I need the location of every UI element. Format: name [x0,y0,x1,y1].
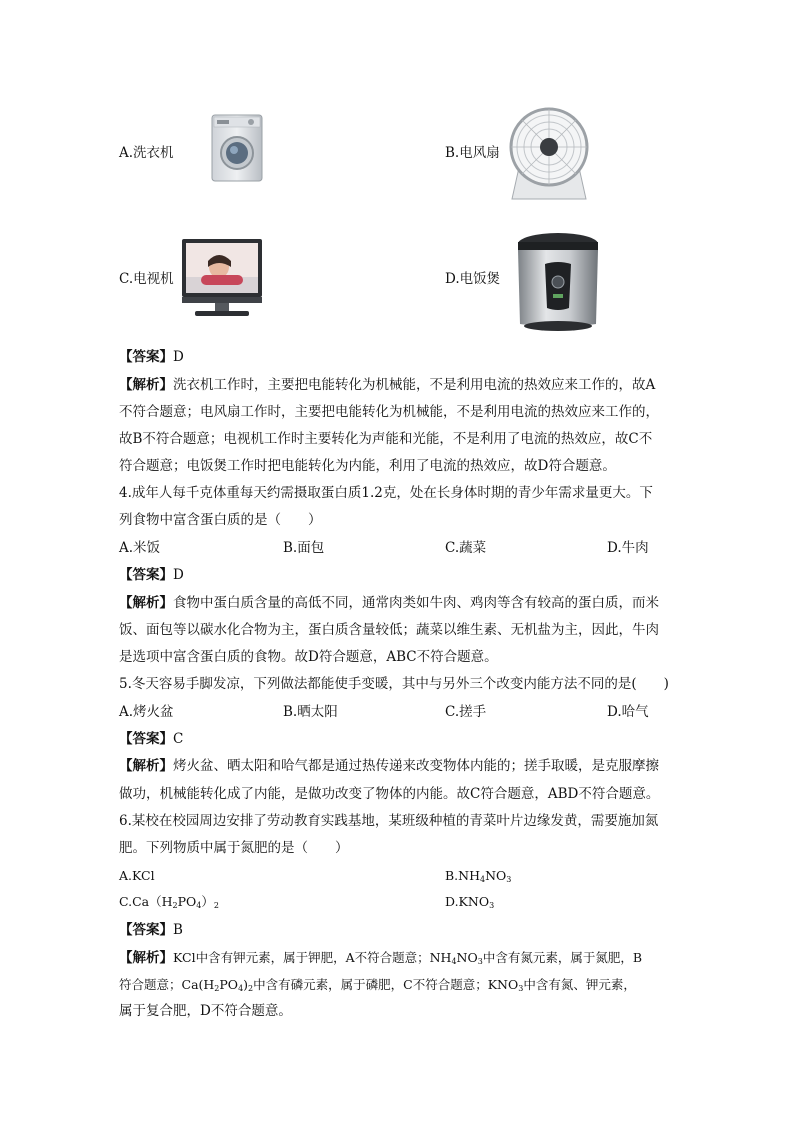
q3-answer: 【答案】D [119,349,184,365]
q4-analysis-line-1: 【解析】食物中蛋白质含量的高低不同，通常肉类如牛肉、鸡肉等含有较高的蛋白质，而米 [119,595,659,611]
q5-option-c: C.搓手 [445,704,487,720]
q5-analysis-line-1: 【解析】烤火盆、晒太阳和哈气都是通过热传递来改变物体内能的；搓手取暖，是克服摩擦 [119,758,659,774]
option-d-label: D.电饭煲 [445,271,501,287]
q4-stem-line-2: 列食物中富含蛋白质的是（ ） [119,512,322,528]
option-c-label: C.电视机 [119,271,174,287]
q4-stem-line-1: 4.成年人每千克体重每天约需摄取蛋白质1.2克，处在长身体时期的青少年需求量更大。下 [119,485,653,501]
q5-option-d: D.哈气 [607,704,649,720]
q5-option-b: B.晒太阳 [283,704,338,720]
q6-option-a: A.KCl [119,868,155,883]
q6-option-d: $D.KNO_3$ [445,894,495,910]
q6-stem-line-1: 6.某校在校园周边安排了劳动教育实践基地，某班级种植的青菜叶片边缘发黄，需要施加氮 [119,813,659,829]
electric-fan-icon [506,103,592,203]
rice-cooker-icon [512,230,604,332]
q3-analysis-line-4: 符合题意；电饭煲工作时把电能转化为内能，利用了电流的热效应，故D符合题意。 [119,458,616,474]
q6-answer: 【答案】B [119,922,183,938]
q6-stem-line-2: 肥。下列物质中属于氮肥的是（ ） [119,840,349,856]
q4-option-c: C.蔬菜 [445,540,487,556]
q4-analysis-line-3: 是选项中富含蛋白质的食物。故D符合题意，ABC不符合题意。 [119,649,498,665]
q6-analysis-line-3: 属于复合肥，D不符合题意。 [119,1003,292,1019]
q4-option-d: D.牛肉 [607,540,649,556]
q5-analysis-line-2: 做功，机械能转化成了内能，是做功改变了物体的内能。故C符合题意，ABD不符合题意。 [119,786,660,802]
q6-option-b: $B.NH_4NO_3$ [445,868,512,884]
q6-option-c: $C.Ca(H_2PO_4)_2$ [119,894,219,910]
q5-stem: 5.冬天容易手脚发凉，下列做法都能使手变暖，其中与另外三个改变内能方法不同的是( ) [119,676,669,692]
q6-analysis-line-2: 符合题意；$Ca(H_2PO_4)_2$中含有磷元素，属于磷肥，C不符合题意；$KNO_3$中含有氮、钾元素， [119,977,636,993]
q3-analysis-line-1: 【解析】洗衣机工作时，主要把电能转化为机械能，不是利用电流的热效应来工作的，故A [119,377,656,393]
television-icon [181,237,263,319]
q5-option-a: A.烤火盆 [119,704,174,720]
q3-analysis-line-3: 故B不符合题意；电视机工作时主要转化为声能和光能，不是利用了电流的热效应，故C不 [119,431,653,447]
q6-analysis-line-1: 【解析】KCl中含有钾元素，属于钾肥，A不符合题意；$NH_4NO_3$中含有氮元素，属于氮肥，B [119,950,642,966]
q4-answer: 【答案】D [119,567,184,583]
option-b-label: B.电风扇 [445,145,500,161]
q4-analysis-line-2: 饭、面包等以碳水化合物为主，蛋白质含量较低；蔬菜以维生素、无机盐为主，因此，牛肉 [119,622,659,638]
option-a-label: A.洗衣机 [119,145,174,161]
q4-option-a: A.米饭 [119,540,161,556]
washing-machine-icon [210,113,264,183]
q3-analysis-line-2: 不符合题意；电风扇工作时，主要把电能转化为机械能，不是利用电流的热效应来工作的， [119,404,659,420]
q4-option-b: B.面包 [283,540,325,556]
q5-answer: 【答案】C [119,731,184,747]
